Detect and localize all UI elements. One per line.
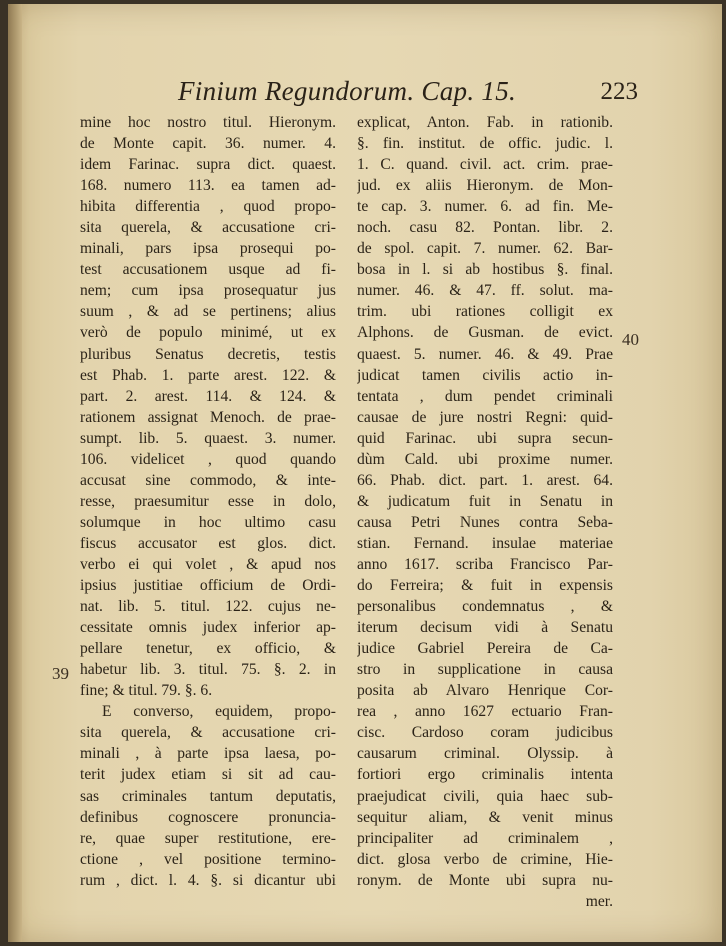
text-line: E converso, equidem, propo- [102, 703, 336, 721]
text-line: ronym. de Monte ubi supra nu- [357, 871, 613, 889]
text-line: anno 1617. scriba Francisco Par- [357, 555, 613, 573]
text-line: nem; cum ipsa prosequatur jus [80, 282, 336, 300]
text-line: re, quae super restitutione, ere- [80, 829, 336, 847]
text-line: definibus cognoscere pronuncia- [80, 808, 336, 826]
text-line: Alphons. de Gusman. de evict. [357, 324, 613, 342]
text-line: judicat tamen civilis actio in- [357, 366, 613, 384]
text-line: nat. lib. 5. titul. 122. cujus ne- [80, 598, 336, 616]
text-line: suum , & ad se pertinens; alius [80, 303, 336, 321]
margin-number-left: 39 [52, 664, 69, 683]
text-line: 106. videlicet , quod quando [80, 450, 336, 468]
text-line: habetur lib. 3. titul. 75. §. 2. in [80, 661, 336, 679]
text-line: mer. [585, 892, 613, 910]
text-line: sita querela, & accusatione cri- [80, 724, 336, 742]
text-line: rum , dict. l. 4. §. si dicantur ubi [80, 871, 336, 889]
text-line: accusat sine commodo, & inte- [80, 471, 336, 489]
text-line: minali , à parte ipsa laesa, po- [80, 745, 336, 763]
text-line: ctione , vel positione termino- [80, 850, 336, 868]
text-line: de spol. capit. 7. numer. 62. Bar- [357, 240, 613, 258]
text-line: solumque in hoc ultimo casu [80, 513, 336, 531]
text-line: jud. ex aliis Hieronym. de Mon- [357, 177, 613, 195]
page-gutter [8, 4, 22, 942]
text-line: causarum criminal. Olyssip. à [357, 745, 613, 763]
text-line: hibita differentia , quod propo- [80, 198, 336, 216]
text-line: minali, pars ipsa prosequi po- [80, 240, 336, 258]
book-page [8, 4, 722, 942]
text-line: sita querela, & accusatione cri- [80, 219, 336, 237]
text-line: causae de jure nostri Regni: quid- [357, 408, 613, 426]
text-line: do Ferreira; & fuit in expensis [357, 577, 613, 595]
text-line: dict. glosa verbo de crimine, Hie- [357, 850, 613, 868]
text-line: praejudicat civili, quia haec sub- [357, 787, 613, 805]
text-line: explicat, Anton. Fab. in rationib. [357, 114, 613, 131]
text-line: test accusationem usque ad fi- [80, 261, 336, 279]
text-line: bosa in l. si ab hostibus §. final. [357, 261, 613, 279]
text-line: & judicatum fuit in Senatu in [357, 492, 613, 510]
text-line: fortiori ergo criminalis intenta [357, 766, 613, 784]
text-line: 1. C. quand. civil. act. crim. prae- [357, 156, 613, 174]
text-line: verò de populo minimé, ut ex [80, 324, 336, 342]
text-line: ipsius justitiae officium de Ordi- [80, 577, 336, 595]
text-line: pellare tenetur, ex officio, & [80, 640, 336, 658]
text-line: stro in supplicatione in causa [357, 661, 613, 679]
text-line: personalibus condemnatus , & [357, 598, 613, 616]
right-column [357, 112, 613, 912]
page-number: 223 [600, 78, 638, 105]
text-line: judice Gabriel Pereira de Ca- [357, 640, 613, 658]
text-line: dùm Cald. ubi proxime numer. [357, 450, 613, 468]
text-line: causa Petri Nunes contra Seba- [357, 513, 613, 531]
text-line: rationem assignat Menoch. de prae- [80, 408, 336, 426]
text-line: stian. Fernand. insulae materiae [357, 534, 613, 552]
text-line: quaest. 5. numer. 46. & 49. Prae [357, 345, 613, 363]
text-line: sumpt. lib. 5. quaest. 3. numer. [80, 429, 336, 447]
text-line: resse, praesumitur esse in dolo, [80, 492, 336, 510]
text-line: pluribus Senatus decretis, testis [80, 345, 336, 363]
text-line: cessitate omnis judex inferior ap- [80, 619, 336, 637]
text-line: verbo ei qui volet , & apud nos [80, 555, 336, 573]
text-line: iterum decisum vidi à Senatu [357, 619, 613, 637]
margin-number-right: 40 [622, 330, 639, 349]
text-line: rea , anno 1627 ectuario Fran- [357, 703, 613, 721]
text-line: 168. numero 113. ea tamen ad- [80, 177, 336, 195]
text-line: trim. ubi rationes colligit ex [357, 303, 613, 321]
text-line: posita ab Alvaro Henrique Cor- [357, 682, 613, 700]
text-line: 66. Phab. dict. part. 1. arest. 64. [357, 471, 613, 489]
text-line: mine hoc nostro titul. Hieronym. [80, 114, 336, 131]
text-line: part. 2. arest. 114. & 124. & [80, 387, 336, 405]
text-line: numer. 46. & 47. ff. solut. ma- [357, 282, 613, 300]
text-line: fiscus accusator est glos. dict. [80, 534, 336, 552]
text-line: de Monte capit. 36. numer. 4. [80, 135, 336, 153]
left-column [80, 112, 336, 891]
running-title: Finium Regundorum. Cap. 15. [178, 76, 517, 106]
text-line: est Phab. 1. parte arest. 122. & [80, 366, 336, 384]
text-line: fine; & titul. 79. §. 6. [80, 682, 213, 700]
text-line: noch. casu 82. Pontan. libr. 2. [357, 219, 613, 237]
running-header [168, 76, 638, 112]
text-line: idem Farinac. supra dict. quaest. [80, 156, 336, 174]
text-line: te cap. 3. numer. 6. ad fin. Me- [357, 198, 613, 216]
text-line: sas criminales tantum deputatis, [80, 787, 336, 805]
text-line: §. fin. institut. de offic. judic. l. [357, 135, 613, 153]
text-line: cisc. Cardoso coram judicibus [357, 724, 613, 742]
text-line: tentata , dum pendet criminali [357, 387, 613, 405]
text-line: principaliter ad criminalem , [357, 829, 613, 847]
text-line: quid Farinac. ubi supra secun- [357, 429, 613, 447]
text-line: sequitur aliam, & venit minus [357, 808, 613, 826]
text-line: terit judex etiam si sit ad cau- [80, 766, 336, 784]
